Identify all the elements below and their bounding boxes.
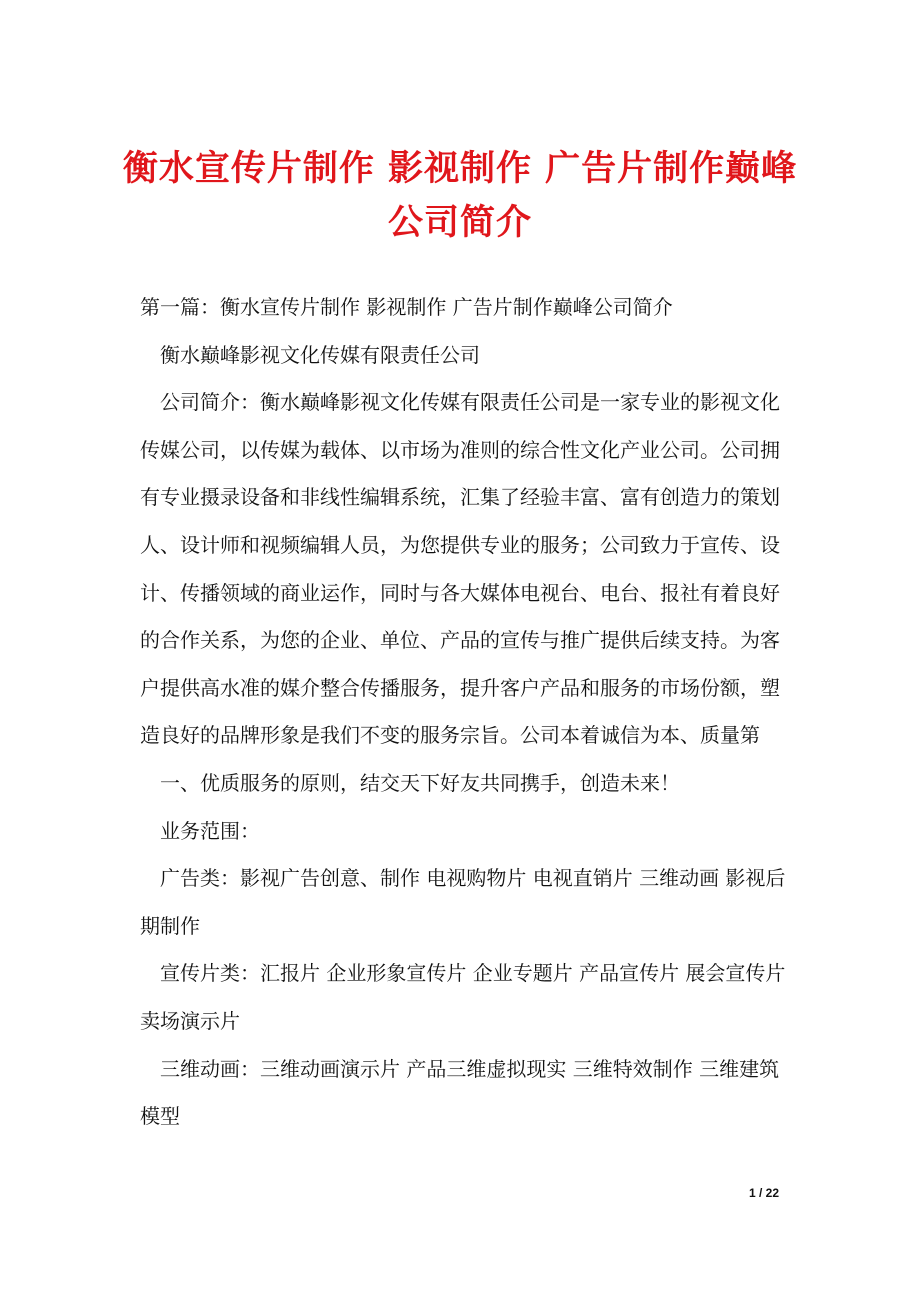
document-body bbox=[140, 284, 790, 1141]
paragraph-chapter-heading: 第一篇：衡水宣传片制作 影视制作 广告片制作巅峰公司简介 bbox=[140, 295, 673, 319]
page-number: 1 / 22 bbox=[748, 1186, 779, 1200]
paragraph-principle: 一、优质服务的原则，结交天下好友共同携手，创造未来！ bbox=[160, 770, 680, 795]
paragraph-company-intro: 公司简介：衡水巅峰影视文化传媒有限责任公司是一家专业的影视文化传媒公司，以传媒为载体、以市场为准则的综合性文化产业公司。公司拥有专业摄录设备和非线性编辑系统，汇集了经验丰富、富有创造力的策划人、设计师和视频编辑人员，为您提供专业的服务；公司致力于宣传、设计、传播领域的商业运作，同时与各大媒体电视台、电台、报社有着良好的合作关系，为您的企业、单位、产品的宣传与推广提供后续支持。为客户提供高水准的媒介整合传播服务，提升客户产品和服务的市场份额，塑造良好的品牌形象是我们不变的服务宗旨。公司本着诚信为本、质量第 bbox=[140, 390, 780, 748]
document-title-line-2: 公司简介 bbox=[387, 202, 532, 243]
paragraph-promo-films: 宣传片类：汇报片 企业形象宣传片 企业专题片 产品宣传片 展会宣传片 卖场演示片 bbox=[140, 961, 786, 1033]
paragraph-business-scope-heading: 业务范围： bbox=[160, 818, 260, 843]
document-title-line-1: 衡水宣传片制作 影视制作 广告片制作巅峰 bbox=[122, 148, 798, 189]
paragraph-3d-animation: 三维动画：三维动画演示片 产品三维虚拟现实 三维特效制作 三维建筑模型 bbox=[140, 1056, 780, 1129]
paragraph-advertising: 广告类：影视广告创意、制作 电视购物片 电视直销片 三维动画 影视后期制作 bbox=[140, 866, 786, 938]
paragraph-company-name: 衡水巅峰影视文化传媒有限责任公司 bbox=[160, 342, 480, 367]
